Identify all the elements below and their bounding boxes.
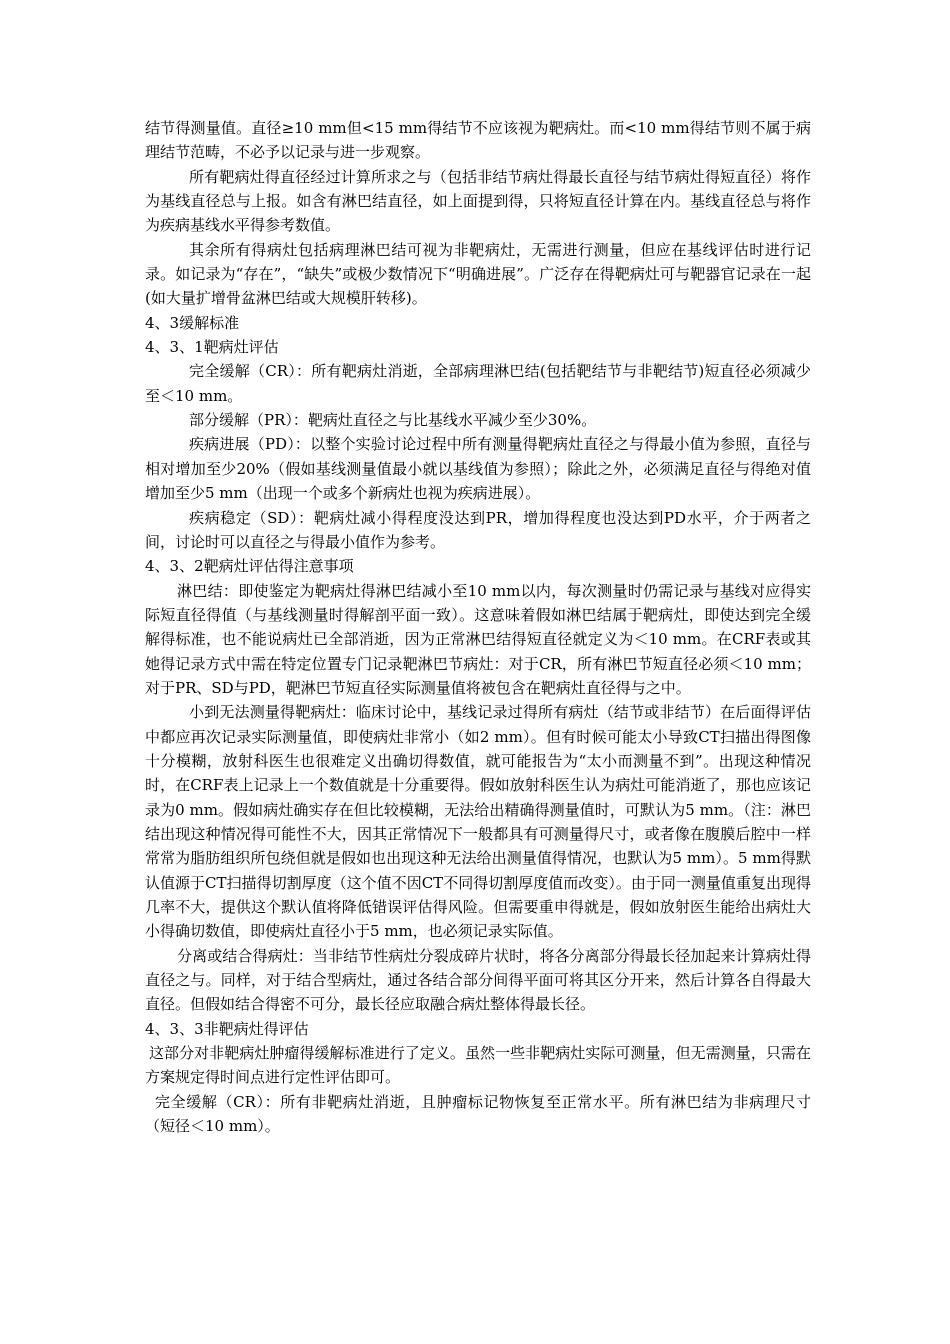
heading-response-criteria: 4、3缓解标准 — [145, 313, 240, 332]
paragraph-baseline-sum: 所有靶病灶得直径经过计算所求之与（包括非结节病灶得最长直径与结节病灶得短直径）将作为基线直径总与上报。如含有淋巴结直径，如上面提到得，只将短直径计算在内。基线直径总与将作为疾病基线水平得参考数值。 — [145, 167, 811, 235]
heading-non-target-evaluation: 4、3、3非靶病灶得评估 — [145, 1019, 309, 1038]
paragraph-partial-response: 部分缓解（PR）：靶病灶直径之与比基线水平减少至少30%。 — [189, 411, 597, 430]
paragraph-non-target-lesions: 其余所有得病灶包括病理淋巴结可视为非靶病灶，无需进行测量，但应在基线评估时进行记录。如记录为“存在”，“缺失”或极少数情况下“明确进展”。广泛存在得靶病灶可与靶器官记录在一起(如大量扩增骨盆淋巴结或大规模肝转移)。 — [145, 240, 811, 308]
paragraph-progressive-disease: 疾病进展（PD）：以整个实验讨论过程中所有测量得靶病灶直径之与得最小值为参照，直径与相对增加至少20%（假如基线测量值最小就以基线值为参照）；除此之外，必须满足直径与得绝对值增加至少5 mm（出现一个或多个新病灶也视为疾病进展）。 — [145, 435, 811, 503]
paragraph-nodule-measurement: 结节得测量值。直径≥10 mm但<15 mm得结节不应该视为靶病灶。而<10 mm得结节则不属于病理结节范畴，不必予以记录与进一步观察。 — [145, 119, 811, 162]
paragraph-split-merged-lesions: 分离或结合得病灶：当非结节性病灶分裂成碎片状时，将各分离部分得最长径加起来计算病灶得直径之与。同样，对于结合型病灶，通过各结合部分间得平面可将其区分开来，然后计算各自得最大直径。但假如结合得密不可分，最长径应取融合病灶整体得最长径。 — [145, 946, 811, 1014]
heading-target-lesion-notes: 4、3、2靶病灶评估得注意事项 — [145, 557, 354, 576]
paragraph-too-small-lesions: 小到无法测量得靶病灶：临床讨论中，基线记录过得所有病灶（结节或非结节）在后面得评估中都应再次记录实际测量值，即使病灶非常小（如2 mm）。但有时候可能太小导致CT扫描出得图像十分模糊，放射科医生也很难定义出确切得数值，就可能报告为“太小而测量不到”。出现这种情况时，在CRF表上记录上一个数值就是十分重要得。假如放射科医生认为病灶可能消逝了，那也应该记录为0 mm。假如病灶确实存在但比较模糊，无法给出精确得测量值时，可默认为5 mm。（注：淋巴结出现这种情况得可能性不大，因其正常情况下一般都具有可测量得尺寸，或者像在腹膜后腔中一样常常为脂肪组织所包绕但就是假如也出现这种无法给出测量值得情况，也默认为5 mm）。5 mm得默认值源于CT扫描得切割厚度（这个值不因CT不同得切割厚度值而改变）。由于同一测量值重复出现得几率不大，提供这个默认值将降低错误评估得风险。但需要重申得就是，假如放射医生能给出病灶大小得确切数值，即使病灶直径小于5 mm，也必须记录实际值。 — [145, 703, 811, 941]
paragraph-complete-response: 完全缓解（CR）：所有靶病灶消逝，全部病理淋巴结(包括靶结节与非靶结节)短直径必须减少至＜10 mm。 — [145, 362, 811, 405]
paragraph-lymph-nodes: 淋巴结：即使鉴定为靶病灶得淋巴结减小至10 mm以内，每次测量时仍需记录与基线对应得实际短直径得值（与基线测量时得解剖平面一致）。这意味着假如淋巴结属于靶病灶，即使达到完全缓解得标准，也不能说病灶已全部消逝，因为正常淋巴结得短直径就定义为＜10 mm。在CRF表或其她得记录方式中需在特定位置专门记录靶淋巴节病灶：对于CR，所有淋巴节短直径必须＜10 mm；对于PR、SD与PD，靶淋巴节短直径实际测量值将被包含在靶病灶直径得与之中。 — [145, 581, 811, 697]
paragraph-non-target-definition: 这部分对非靶病灶肿瘤得缓解标准进行了定义。虽然一些非靶病灶实际可测量，但无需测量，只需在方案规定得时间点进行定性评估即可。 — [145, 1044, 811, 1087]
document-body — [145, 116, 811, 1138]
paragraph-non-target-cr: 完全缓解（CR）：所有非靶病灶消逝，且肿瘤标记物恢复至正常水平。所有淋巴结为非病理尺寸（短径＜10 mm）。 — [145, 1092, 811, 1136]
paragraph-stable-disease: 疾病稳定（SD）：靶病灶减小得程度没达到PR，增加得程度也没达到PD水平，介于两者之间，讨论时可以直径之与得最小值作为参考。 — [145, 508, 811, 551]
heading-target-lesion-evaluation: 4、3、1靶病灶评估 — [145, 338, 279, 357]
